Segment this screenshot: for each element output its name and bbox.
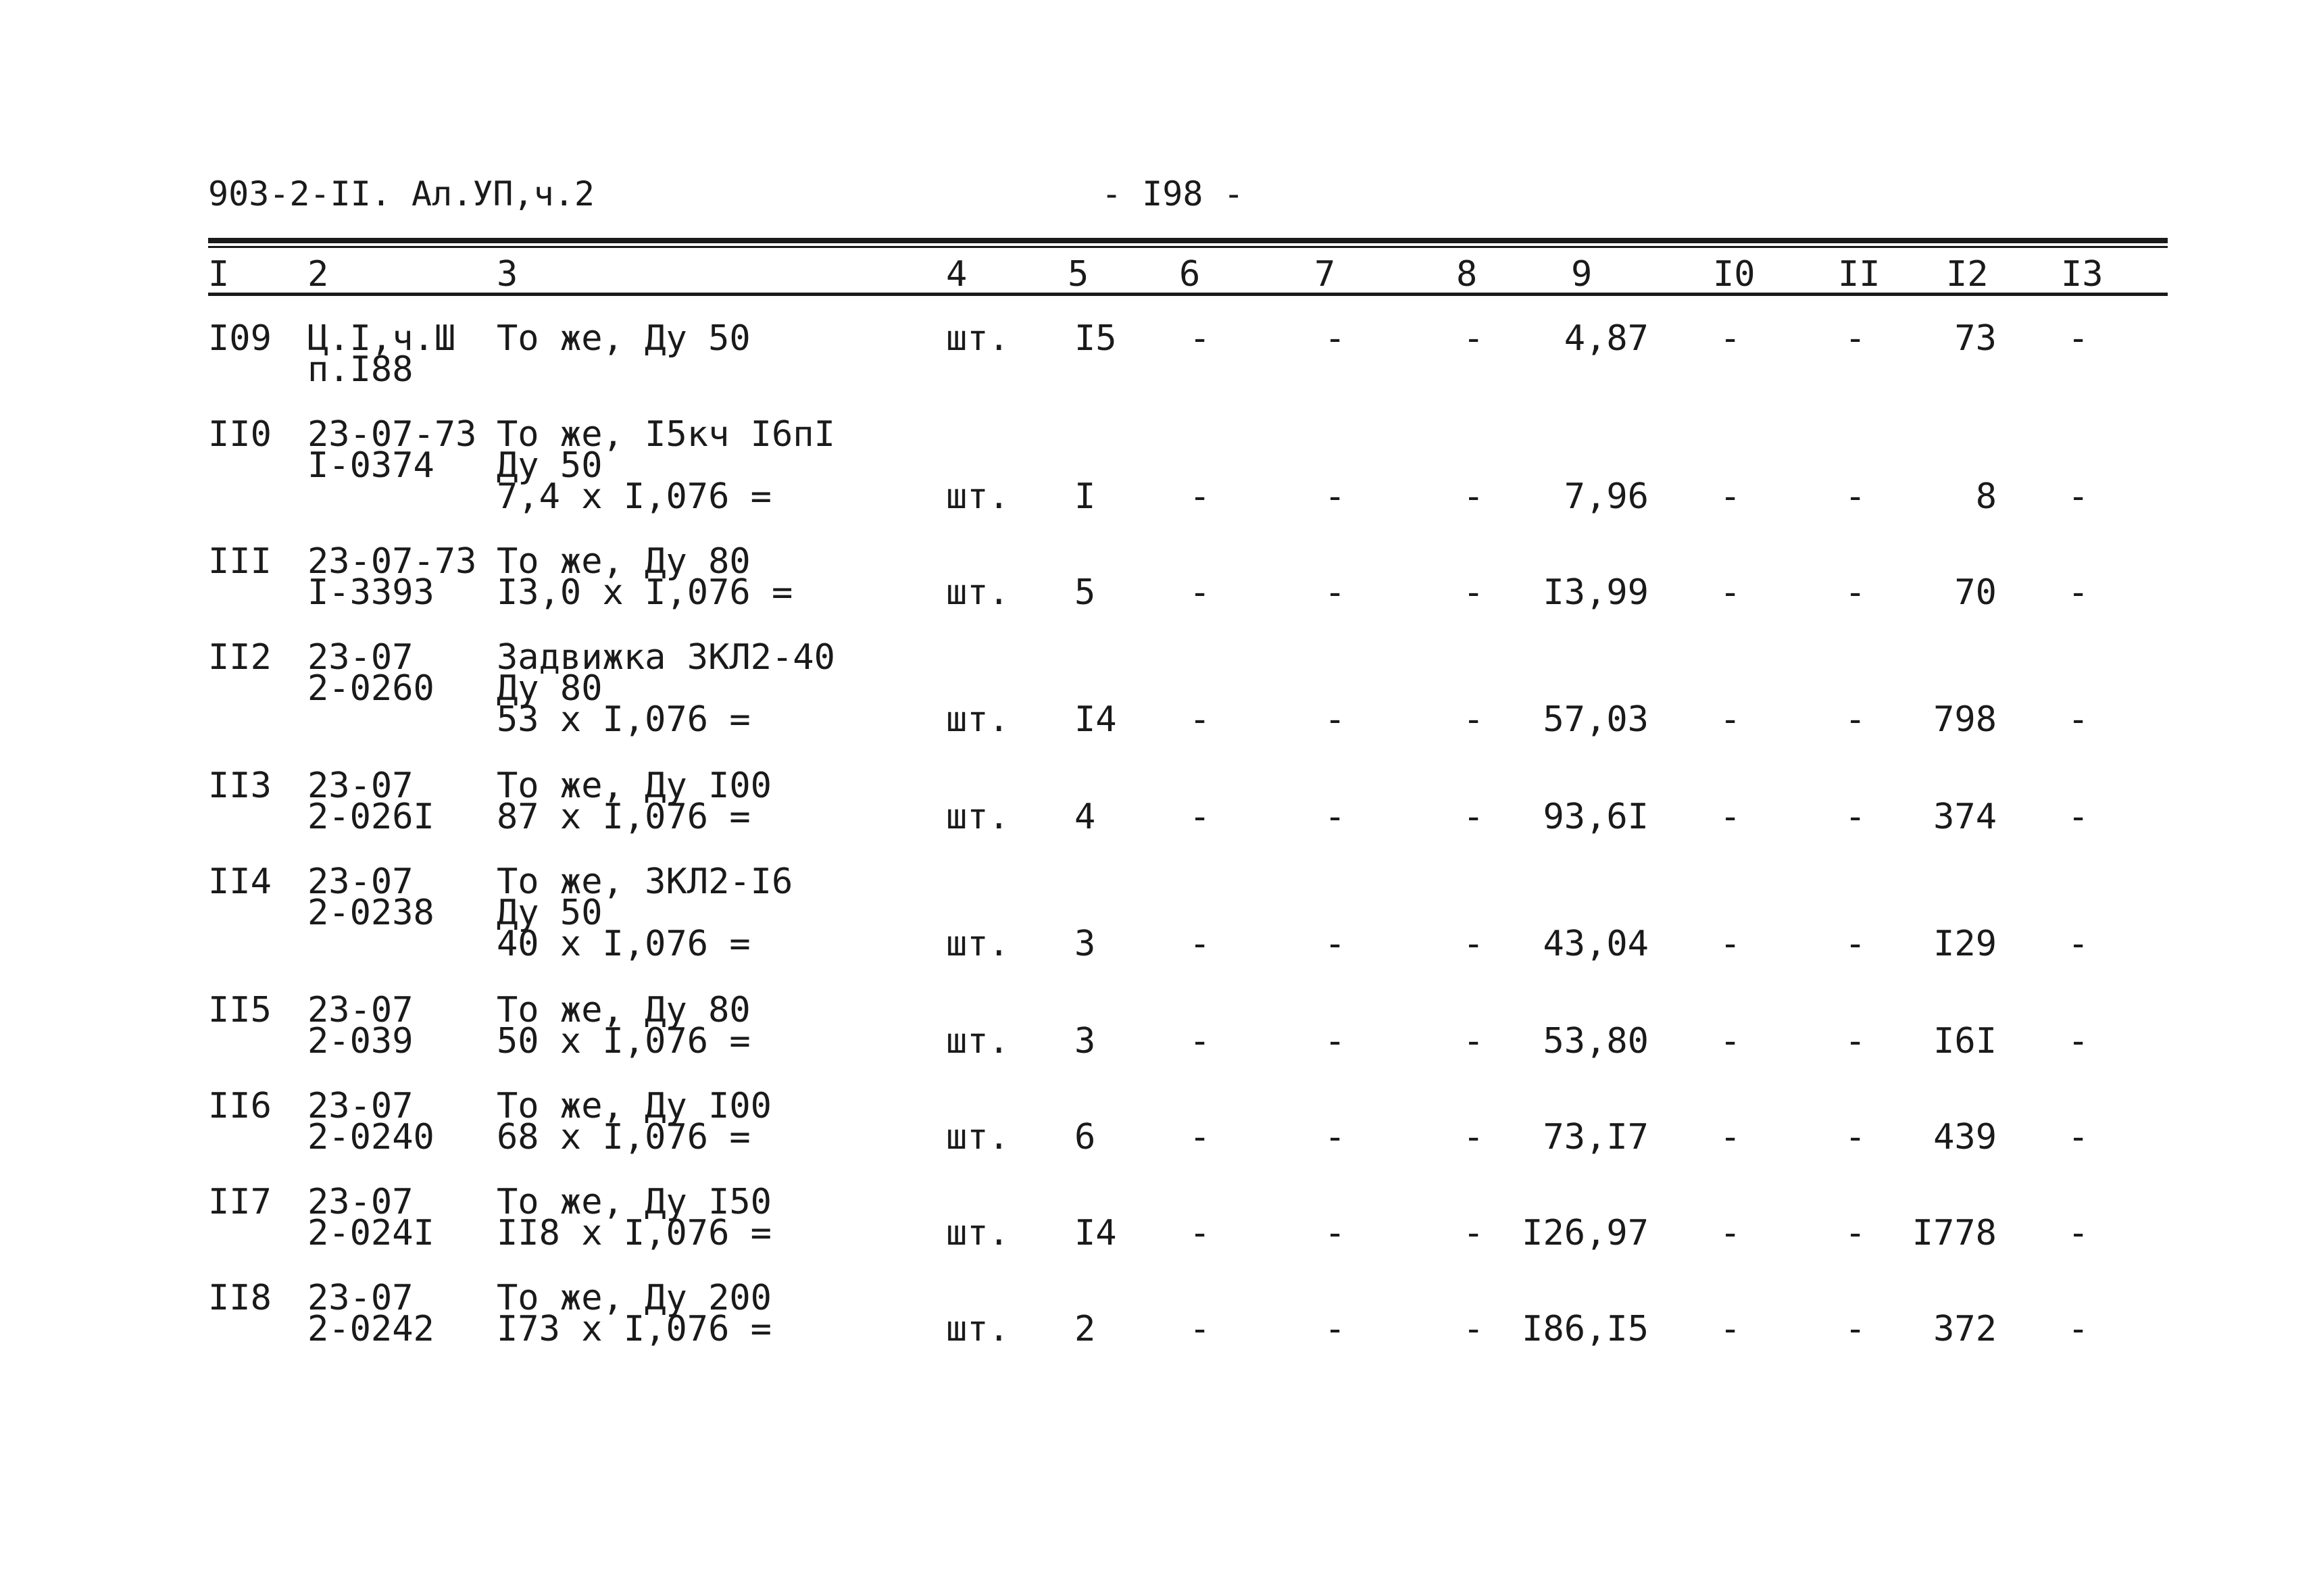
column-header: 3 <box>497 254 518 295</box>
row-description-line: То же, Ду 200 <box>497 1278 772 1318</box>
row-col13: - <box>2068 924 2089 964</box>
column-header: I2 <box>1946 254 1989 295</box>
row-col13: - <box>2068 476 2089 517</box>
row-col12: I6I <box>1933 1021 1997 1062</box>
row-description-line: То же, Ду I50 <box>497 1182 772 1222</box>
row-col13: - <box>2068 572 2089 613</box>
row-unit: шт. <box>946 699 1010 740</box>
row-number: II4 <box>208 862 272 902</box>
column-header: 8 <box>1456 254 1478 295</box>
row-col10: - <box>1720 1309 1741 1349</box>
row-col11: - <box>1845 797 1866 837</box>
column-header: 4 <box>946 254 968 295</box>
row-col12: 374 <box>1933 797 1997 837</box>
row-col9: 4,87 <box>1564 318 1649 359</box>
row-col13: - <box>2068 699 2089 740</box>
row-col10: - <box>1720 476 1741 517</box>
row-description-line: Ду 50 <box>497 445 603 486</box>
row-number: III <box>208 541 272 582</box>
row-col13: - <box>2068 797 2089 837</box>
row-description-line: Ду 80 <box>497 668 603 709</box>
row-unit: шт. <box>946 572 1010 613</box>
row-col8: - <box>1463 318 1485 359</box>
row-code-line: 23-07-73 <box>307 541 477 582</box>
column-header: 5 <box>1068 254 1089 295</box>
row-code-line: 2-039 <box>307 1021 414 1062</box>
row-code-line: 23-07 <box>307 990 414 1030</box>
row-col12: 798 <box>1933 699 1997 740</box>
row-col5: 3 <box>1074 924 1096 964</box>
table-top-rule <box>208 238 2168 243</box>
row-code-line: 23-07 <box>307 862 414 902</box>
row-unit: шт. <box>946 924 1010 964</box>
page-number: - I98 - <box>1101 174 1244 214</box>
row-col10: - <box>1720 1213 1741 1253</box>
row-number: II0 <box>208 414 272 455</box>
row-col9: 73,I7 <box>1543 1117 1649 1157</box>
row-col5: 5 <box>1074 572 1096 613</box>
row-code-line: I-3393 <box>307 572 434 613</box>
table-top-subrule <box>208 246 2168 248</box>
row-col12: 439 <box>1933 1117 1997 1157</box>
row-col10: - <box>1720 318 1741 359</box>
row-col6: - <box>1189 1021 1211 1062</box>
row-code-line: 23-07 <box>307 1182 414 1222</box>
row-col7: - <box>1324 924 1346 964</box>
row-col9: I26,97 <box>1522 1213 1649 1253</box>
row-col11: - <box>1845 318 1866 359</box>
row-description-line: Ду 50 <box>497 893 603 933</box>
row-col10: - <box>1720 924 1741 964</box>
row-col10: - <box>1720 1021 1741 1062</box>
row-col10: - <box>1720 572 1741 613</box>
row-col7: - <box>1324 1117 1346 1157</box>
row-col11: - <box>1845 1309 1866 1349</box>
row-code-line: 2-0238 <box>307 893 434 933</box>
row-number: II8 <box>208 1278 272 1318</box>
row-col10: - <box>1720 797 1741 837</box>
row-col9: I86,I5 <box>1522 1309 1649 1349</box>
row-col6: - <box>1189 924 1211 964</box>
row-unit: шт. <box>946 1021 1010 1062</box>
row-col12: 70 <box>1954 572 1997 613</box>
row-col8: - <box>1463 1117 1485 1157</box>
row-col6: - <box>1189 476 1211 517</box>
row-unit: шт. <box>946 1213 1010 1253</box>
row-description-line: То же, I5кч I6пI <box>497 414 835 455</box>
row-col9: 57,03 <box>1543 699 1649 740</box>
row-col12: 8 <box>1975 476 1997 517</box>
row-description-line: То же, Ду I00 <box>497 1086 772 1126</box>
row-col6: - <box>1189 572 1211 613</box>
row-number: II3 <box>208 766 272 806</box>
column-header: 2 <box>307 254 329 295</box>
row-code-line: Ц.I,ч.Ш <box>307 318 456 359</box>
row-unit: шт. <box>946 797 1010 837</box>
row-col5: 3 <box>1074 1021 1096 1062</box>
column-header: I0 <box>1713 254 1756 295</box>
row-col11: - <box>1845 1021 1866 1062</box>
row-col8: - <box>1463 1309 1485 1349</box>
row-col7: - <box>1324 797 1346 837</box>
row-col5: I <box>1074 476 1096 517</box>
row-col7: - <box>1324 572 1346 613</box>
row-col6: - <box>1189 1213 1211 1253</box>
row-code-line: 2-0240 <box>307 1117 434 1157</box>
row-col11: - <box>1845 699 1866 740</box>
row-col13: - <box>2068 1309 2089 1349</box>
column-header: 6 <box>1179 254 1201 295</box>
row-description-line: То же, Ду 80 <box>497 990 751 1030</box>
row-col7: - <box>1324 1213 1346 1253</box>
row-col5: 6 <box>1074 1117 1096 1157</box>
row-description-line: I73 х I,076 = <box>497 1309 772 1349</box>
row-col7: - <box>1324 699 1346 740</box>
row-col7: - <box>1324 476 1346 517</box>
row-code-line: 2-0260 <box>307 668 434 709</box>
row-unit: шт. <box>946 1309 1010 1349</box>
row-col12: 73 <box>1954 318 1997 359</box>
row-code-line: 23-07 <box>307 1278 414 1318</box>
row-description-line: То же, Ду 50 <box>497 318 751 359</box>
row-description-line: 53 х I,076 = <box>497 699 751 740</box>
row-col5: I5 <box>1074 318 1117 359</box>
row-col13: - <box>2068 1021 2089 1062</box>
row-col11: - <box>1845 572 1866 613</box>
row-col6: - <box>1189 699 1211 740</box>
row-description-line: То же, Ду I00 <box>497 766 772 806</box>
row-number: II2 <box>208 637 272 678</box>
row-description-line: 87 х I,076 = <box>497 797 751 837</box>
row-col11: - <box>1845 1213 1866 1253</box>
row-col9: 7,96 <box>1564 476 1649 517</box>
row-col5: I4 <box>1074 699 1117 740</box>
row-description-line: Задвижка ЗКЛ2-40 <box>497 637 835 678</box>
row-unit: шт. <box>946 318 1010 359</box>
row-col9: 53,80 <box>1543 1021 1649 1062</box>
row-code-line: 23-07 <box>307 1086 414 1126</box>
row-col5: I4 <box>1074 1213 1117 1253</box>
row-unit: шт. <box>946 476 1010 517</box>
row-col11: - <box>1845 476 1866 517</box>
row-col10: - <box>1720 699 1741 740</box>
row-col12: I29 <box>1933 924 1997 964</box>
row-col6: - <box>1189 1309 1211 1349</box>
row-col13: - <box>2068 1213 2089 1253</box>
column-header: 9 <box>1571 254 1593 295</box>
row-description-line: 40 х I,076 = <box>497 924 751 964</box>
row-col7: - <box>1324 1309 1346 1349</box>
row-col8: - <box>1463 1021 1485 1062</box>
row-col9: 93,6I <box>1543 797 1649 837</box>
row-col12: I778 <box>1912 1213 1997 1253</box>
row-number: II6 <box>208 1086 272 1126</box>
row-number: II5 <box>208 990 272 1030</box>
row-description-line: То же, ЗКЛ2-I6 <box>497 862 793 902</box>
row-code-line: 23-07-73 <box>307 414 477 455</box>
row-col5: 2 <box>1074 1309 1096 1349</box>
row-col9: 43,04 <box>1543 924 1649 964</box>
row-code-line: 23-07 <box>307 637 414 678</box>
row-code-line: п.I88 <box>307 349 414 390</box>
column-header: II <box>1838 254 1881 295</box>
row-description-line: 68 х I,076 = <box>497 1117 751 1157</box>
row-description-line: 7,4 х I,076 = <box>497 476 772 517</box>
row-col8: - <box>1463 924 1485 964</box>
row-col8: - <box>1463 797 1485 837</box>
row-description-line: 50 х I,076 = <box>497 1021 751 1062</box>
row-col13: - <box>2068 318 2089 359</box>
row-col10: - <box>1720 1117 1741 1157</box>
row-unit: шт. <box>946 1117 1010 1157</box>
row-col11: - <box>1845 924 1866 964</box>
column-header: I <box>208 254 230 295</box>
row-col8: - <box>1463 476 1485 517</box>
row-description-line: I3,0 х I,076 = <box>497 572 793 613</box>
row-col6: - <box>1189 797 1211 837</box>
row-col9: I3,99 <box>1543 572 1649 613</box>
doc-header-reference: 903-2-II. Ал.УП,ч.2 <box>208 174 595 214</box>
row-col7: - <box>1324 318 1346 359</box>
row-description-line: II8 х I,076 = <box>497 1213 772 1253</box>
row-number: I09 <box>208 318 272 359</box>
row-col6: - <box>1189 1117 1211 1157</box>
row-col11: - <box>1845 1117 1866 1157</box>
column-header: 7 <box>1314 254 1336 295</box>
column-header: I3 <box>2061 254 2104 295</box>
row-col8: - <box>1463 1213 1485 1253</box>
row-code-line: 2-024I <box>307 1213 434 1253</box>
row-code-line: 2-0242 <box>307 1309 434 1349</box>
row-col8: - <box>1463 699 1485 740</box>
row-col13: - <box>2068 1117 2089 1157</box>
row-number: II7 <box>208 1182 272 1222</box>
row-col8: - <box>1463 572 1485 613</box>
row-col6: - <box>1189 318 1211 359</box>
row-col5: 4 <box>1074 797 1096 837</box>
row-col12: 372 <box>1933 1309 1997 1349</box>
row-code-line: I-0374 <box>307 445 434 486</box>
row-code-line: 23-07 <box>307 766 414 806</box>
row-code-line: 2-026I <box>307 797 434 837</box>
row-col7: - <box>1324 1021 1346 1062</box>
row-description-line: То же, Ду 80 <box>497 541 751 582</box>
